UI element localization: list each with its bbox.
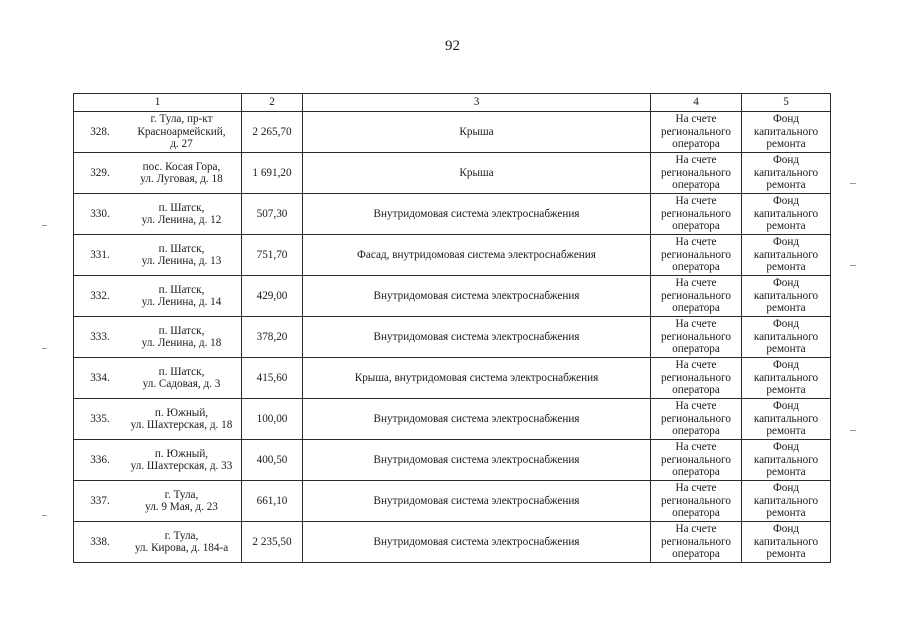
work-type-cell: Внутридомовая система электроснабжения: [303, 276, 651, 317]
table-row: [74, 235, 831, 276]
row-number: 331.: [90, 248, 110, 261]
funding-method-line-3: оператора: [672, 179, 720, 192]
funding-source-cell: [742, 153, 831, 194]
table-row: [74, 194, 831, 235]
funding-source-line-2: капитального: [753, 494, 819, 507]
funding-method-line-2: регионального: [661, 125, 731, 138]
funding-source-line-2: капитального: [753, 371, 819, 384]
row-number: 335.: [90, 412, 110, 425]
address-line-2: ул. Ленина, д. 13: [141, 255, 222, 267]
address-cell: [74, 358, 242, 399]
funding-source-line-2: капитального: [753, 289, 819, 302]
column-header-2: 2: [242, 94, 303, 112]
row-number: 328.: [90, 125, 110, 138]
funding-source-line-2: капитального: [753, 453, 819, 466]
funding-method-cell: [651, 235, 742, 276]
funding-source-line-3: ремонта: [766, 220, 806, 233]
address-cell: [74, 112, 242, 153]
funding-source-line-1: Фонд: [772, 154, 800, 167]
funding-method-line-3: оператора: [672, 261, 720, 274]
scan-mark: [850, 430, 856, 431]
address-text: [126, 113, 241, 151]
funding-method-line-3: оператора: [672, 220, 720, 233]
table-row: [74, 112, 831, 153]
table-row: [74, 317, 831, 358]
funding-method-line-2: регионального: [661, 494, 731, 507]
address-line-3: д. 27: [170, 138, 193, 151]
address-line-2: ул. Ленина, д. 12: [141, 214, 222, 226]
column-header-3: 3: [303, 94, 651, 112]
area-cell: 2 235,50: [242, 522, 303, 563]
funding-method-line-1: На счете: [675, 441, 717, 454]
address-line-1: г. Тула,: [164, 529, 199, 542]
funding-source-cell: [742, 399, 831, 440]
funding-method-line-3: оператора: [672, 507, 720, 520]
funding-source-line-1: Фонд: [772, 482, 800, 495]
funding-method-cell: [651, 153, 742, 194]
funding-method-cell: [651, 194, 742, 235]
address-cell: [74, 440, 242, 481]
address-line-2: ул. Луговая, д. 18: [140, 173, 223, 185]
address-text: [126, 202, 241, 227]
funding-source-line-2: капитального: [753, 330, 819, 343]
table-row: [74, 153, 831, 194]
funding-source-line-3: ремонта: [766, 343, 806, 356]
row-number: 334.: [90, 371, 110, 384]
funding-source-line-1: Фонд: [772, 277, 800, 290]
address-text: [126, 448, 241, 473]
address-text: [126, 366, 241, 391]
funding-method-line-1: На счете: [675, 236, 717, 249]
funding-method-line-2: регионального: [661, 330, 731, 343]
funding-source-line-3: ремонта: [766, 425, 806, 438]
address-cell: [74, 522, 242, 563]
scan-mark: [850, 183, 856, 184]
funding-method-line-1: На счете: [675, 113, 717, 126]
address-line-1: п. Шатск,: [158, 242, 205, 255]
address-cell: [74, 481, 242, 522]
area-cell: 378,20: [242, 317, 303, 358]
funding-method-cell: [651, 481, 742, 522]
funding-method-line-1: На счете: [675, 482, 717, 495]
funding-source-line-1: Фонд: [772, 400, 800, 413]
area-cell: 429,00: [242, 276, 303, 317]
address-cell: [74, 194, 242, 235]
funding-method-cell: [651, 112, 742, 153]
funding-method-line-1: На счете: [675, 154, 717, 167]
address-text: [126, 161, 241, 186]
address-line-1: п. Южный,: [154, 447, 209, 460]
work-type-cell: Фасад, внутридомовая система электроснабжения: [303, 235, 651, 276]
funding-method-line-3: оператора: [672, 466, 720, 479]
table-row: [74, 440, 831, 481]
address-text: [126, 489, 241, 514]
table-row: [74, 399, 831, 440]
address-line-1: п. Шатск,: [158, 365, 205, 378]
funding-source-line-3: ремонта: [766, 302, 806, 315]
funding-source-line-2: капитального: [753, 535, 819, 548]
address-line-2: ул. 9 Мая, д. 23: [145, 501, 218, 513]
funding-source-line-2: капитального: [753, 125, 819, 138]
work-type-cell: Крыша: [303, 153, 651, 194]
funding-source-line-2: капитального: [753, 412, 819, 425]
funding-method-line-3: оператора: [672, 384, 720, 397]
funding-source-line-1: Фонд: [772, 236, 800, 249]
page-number: 92: [445, 38, 460, 54]
scan-mark: [850, 265, 856, 266]
row-number: 330.: [90, 207, 110, 220]
address-cell: [74, 399, 242, 440]
funding-source-line-1: Фонд: [772, 441, 800, 454]
table-row: [74, 276, 831, 317]
funding-source-line-2: капитального: [753, 207, 819, 220]
funding-source-cell: [742, 276, 831, 317]
funding-source-line-1: Фонд: [772, 523, 800, 536]
address-line-2: ул. Шахтерская, д. 18: [130, 419, 233, 431]
work-type-cell: Крыша, внутридомовая система электроснабжения: [303, 358, 651, 399]
funding-source-cell: [742, 522, 831, 563]
address-text: [126, 407, 241, 432]
address-line-1: г. Тула, пр-кт: [150, 113, 213, 126]
funding-method-line-2: регионального: [661, 371, 731, 384]
area-cell: 2 265,70: [242, 112, 303, 153]
row-number: 332.: [90, 289, 110, 302]
work-type-cell: Внутридомовая система электроснабжения: [303, 194, 651, 235]
funding-source-line-3: ремонта: [766, 261, 806, 274]
area-cell: 507,30: [242, 194, 303, 235]
funding-method-line-3: оператора: [672, 425, 720, 438]
area-cell: 100,00: [242, 399, 303, 440]
address-line-2: ул. Ленина, д. 18: [141, 337, 222, 349]
area-cell: 751,70: [242, 235, 303, 276]
address-line-1: г. Тула,: [164, 488, 199, 501]
funding-source-line-3: ремонта: [766, 179, 806, 192]
funding-source-cell: [742, 194, 831, 235]
funding-method-line-1: На счете: [675, 195, 717, 208]
work-type-cell: Внутридомовая система электроснабжения: [303, 317, 651, 358]
funding-method-line-2: регионального: [661, 453, 731, 466]
address-line-2: ул. Ленина, д. 14: [141, 296, 222, 308]
address-line-1: пос. Косая Гора,: [142, 160, 221, 173]
address-line-2: ул. Садовая, д. 3: [142, 378, 221, 390]
address-line-1: п. Южный,: [154, 406, 209, 419]
funding-method-line-2: регионального: [661, 535, 731, 548]
funding-method-line-1: На счете: [675, 523, 717, 536]
funding-source-cell: [742, 317, 831, 358]
funding-method-cell: [651, 522, 742, 563]
area-cell: 400,50: [242, 440, 303, 481]
address-cell: [74, 276, 242, 317]
scan-mark: [42, 225, 47, 226]
area-cell: 661,10: [242, 481, 303, 522]
address-text: [126, 325, 241, 350]
address-cell: [74, 153, 242, 194]
funding-source-line-3: ремонта: [766, 548, 806, 561]
column-header-1: 1: [74, 94, 242, 112]
funding-source-line-3: ремонта: [766, 507, 806, 520]
funding-method-line-3: оператора: [672, 302, 720, 315]
funding-method-cell: [651, 276, 742, 317]
funding-source-line-2: капитального: [753, 166, 819, 179]
address-line-2: ул. Кирова, д. 184-а: [134, 542, 229, 554]
address-cell: [74, 317, 242, 358]
table-row: [74, 358, 831, 399]
funding-method-line-3: оператора: [672, 548, 720, 561]
funding-method-line-3: оператора: [672, 343, 720, 356]
column-header-4: 4: [651, 94, 742, 112]
address-cell: [74, 235, 242, 276]
column-header-5: 5: [742, 94, 831, 112]
funding-method-line-1: На счете: [675, 277, 717, 290]
address-text: [126, 243, 241, 268]
funding-source-cell: [742, 481, 831, 522]
address-line-1: п. Шатск,: [158, 201, 205, 214]
row-number: 337.: [90, 494, 110, 507]
address-line-2: ул. Шахтерская, д. 33: [130, 460, 233, 472]
work-type-cell: Внутридомовая система электроснабжения: [303, 522, 651, 563]
row-number: 329.: [90, 166, 110, 179]
funding-source-cell: [742, 235, 831, 276]
row-number: 333.: [90, 330, 110, 343]
work-type-cell: Внутридомовая система электроснабжения: [303, 481, 651, 522]
work-type-cell: Внутридомовая система электроснабжения: [303, 440, 651, 481]
address-line-1: п. Шатск,: [158, 283, 205, 296]
funding-method-line-1: На счете: [675, 318, 717, 331]
address-text: [126, 530, 241, 555]
column-number-row: [74, 94, 831, 112]
funding-method-cell: [651, 399, 742, 440]
funding-method-line-2: регионального: [661, 412, 731, 425]
funding-method-line-2: регионального: [661, 207, 731, 220]
row-number: 336.: [90, 453, 110, 466]
funding-method-cell: [651, 358, 742, 399]
funding-method-cell: [651, 440, 742, 481]
address-text: [126, 284, 241, 309]
funding-method-line-2: регионального: [661, 289, 731, 302]
funding-source-line-3: ремонта: [766, 384, 806, 397]
funding-method-line-2: регионального: [661, 166, 731, 179]
funding-source-line-2: капитального: [753, 248, 819, 261]
funding-method-cell: [651, 317, 742, 358]
row-number: 338.: [90, 535, 110, 548]
address-line-2: Красноармейский,: [137, 125, 226, 138]
funding-source-cell: [742, 440, 831, 481]
work-type-cell: Крыша: [303, 112, 651, 153]
funding-method-line-2: регионального: [661, 248, 731, 261]
funding-source-line-1: Фонд: [772, 318, 800, 331]
funding-method-line-3: оператора: [672, 138, 720, 151]
table-row: [74, 481, 831, 522]
scan-mark: [42, 515, 47, 516]
funding-source-line-1: Фонд: [772, 195, 800, 208]
funding-source-cell: [742, 358, 831, 399]
work-type-cell: Внутридомовая система электроснабжения: [303, 399, 651, 440]
scan-mark: [42, 348, 47, 349]
area-cell: 415,60: [242, 358, 303, 399]
table-row: [74, 522, 831, 563]
funding-source-line-3: ремонта: [766, 138, 806, 151]
funding-method-line-1: На счете: [675, 400, 717, 413]
funding-source-line-1: Фонд: [772, 359, 800, 372]
repair-register-table: [73, 93, 831, 563]
area-cell: 1 691,20: [242, 153, 303, 194]
funding-source-line-3: ремонта: [766, 466, 806, 479]
funding-source-cell: [742, 112, 831, 153]
address-line-1: п. Шатск,: [158, 324, 205, 337]
funding-source-line-1: Фонд: [772, 113, 800, 126]
funding-method-line-1: На счете: [675, 359, 717, 372]
